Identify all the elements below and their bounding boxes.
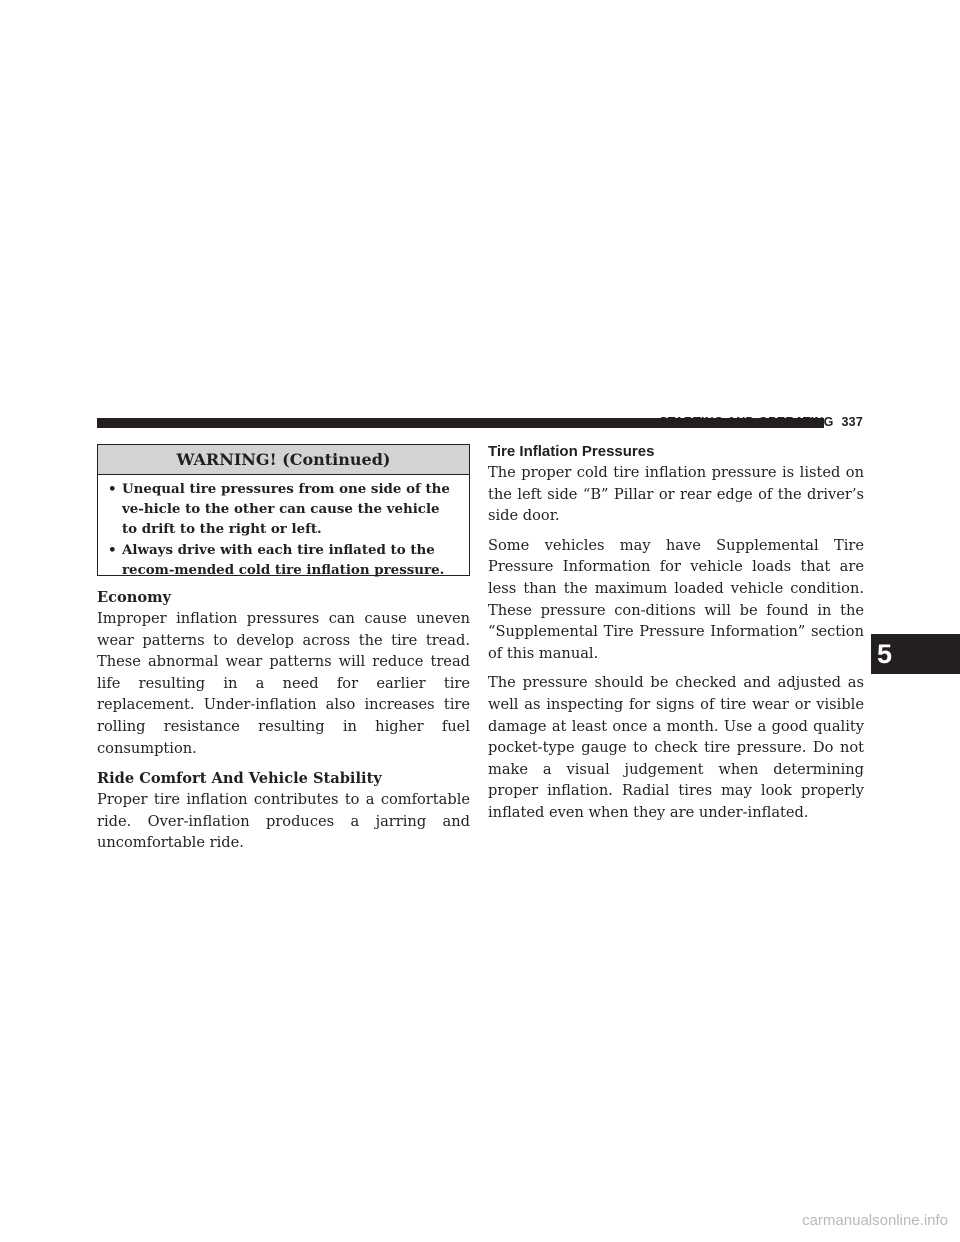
- watermark: carmanualsonline.info: [802, 1212, 948, 1229]
- economy-heading: Economy: [97, 589, 172, 606]
- warning-box: [97, 444, 470, 576]
- page-number: 337: [841, 415, 863, 429]
- tire-inflation-paragraph: The proper cold tire inflation pressure is listed on the left side “B” Pillar or rear edge of the driver’s side door.: [488, 464, 864, 525]
- tire-inflation-paragraph: The pressure should be checked and adjusted as well as inspecting for signs of tire wear or visible damage at least once a month. Use a good quality pocket-type gauge to check tire pressure. Do not make a visual judgement when determining proper inflation. Radial tires may look properly inflated even when they are under-inflated.: [488, 674, 864, 821]
- warning-title: WARNING! (Continued): [98, 445, 469, 475]
- warning-list: [98, 475, 469, 580]
- bullet-icon: •: [108, 481, 117, 497]
- tire-inflation-paragraph: Some vehicles may have Supplemental Tire Pressure Information for vehicle loads that are less than the maximum loaded vehicle condition. These pressure con-ditions will be found in the “Supplemental Tire Pressure Information” section of this manual.: [488, 536, 864, 662]
- warning-item-text: Unequal tire pressures from one side of the ve-hicle to the other can cause the vehicle to drift to the right or left.: [122, 481, 450, 537]
- section-title: STARTING AND OPERATING: [659, 415, 834, 429]
- warning-item: [108, 540, 459, 580]
- ride-comfort-body: Proper tire inflation contributes to a comfortable ride. Over-inflation produces a jarring and uncomfortable ride.: [97, 791, 470, 852]
- tire-inflation-heading: Tire Inflation Pressures: [488, 443, 655, 460]
- economy-body: Improper inflation pressures can cause uneven wear patterns to develop across the tire tread. These abnormal wear patterns will reduce tread life resulting in a need for earlier tire replacement. Under-inflation also increases tire rolling resistance resulting in higher fuel consumption.: [97, 610, 470, 757]
- running-header: [659, 412, 863, 432]
- ride-comfort-heading: Ride Comfort And Vehicle Stability: [97, 770, 382, 788]
- warning-item-text: Always drive with each tire inflated to the recom-mended cold tire inflation pressure.: [122, 542, 445, 578]
- left-column: [97, 588, 470, 854]
- right-column: [488, 442, 864, 824]
- chapter-tab: 5: [871, 634, 960, 674]
- warning-item: [108, 479, 459, 539]
- bullet-icon: •: [108, 542, 117, 558]
